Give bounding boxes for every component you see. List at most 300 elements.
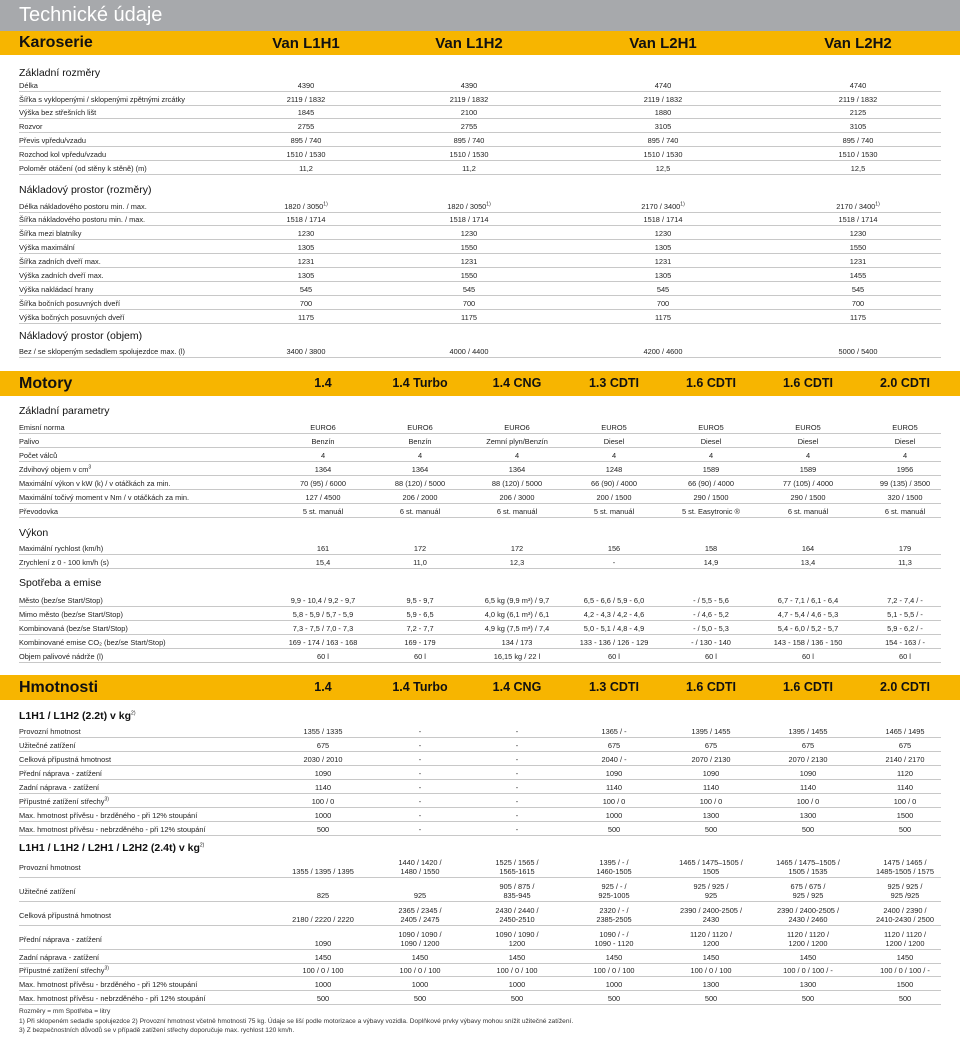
table-row [19, 752, 941, 766]
row-label [19, 966, 109, 975]
cell-value: 4 [805, 451, 811, 460]
table-cell [273, 867, 373, 876]
cell-value: 1090 [799, 769, 817, 778]
table-cell [370, 858, 470, 876]
table-cell [778, 347, 938, 356]
cell-value: 5,9 - 6,2 / - [887, 624, 923, 633]
table-cell [855, 755, 955, 764]
row-label [19, 769, 102, 778]
row-label-text: Kombinované emise CO₂ (bez/se Start/Stop) [19, 638, 166, 647]
cell-value: 9,9 - 10,4 / 9,2 - 9,7 [290, 596, 356, 605]
cell-value: 1510 / 1530 [449, 150, 489, 159]
table-row [19, 434, 941, 448]
table-cell [373, 423, 467, 432]
table-cell [564, 858, 664, 876]
cell-value: 100 / 0 / 100 / - [783, 966, 833, 975]
table-cell [858, 638, 952, 647]
cell-value: 700 [656, 299, 670, 308]
cell-value: 2320 / - / 2385-2505 [596, 906, 632, 924]
cell-value: 13,4 [800, 558, 816, 567]
table-cell [855, 966, 955, 975]
table-cell [470, 544, 564, 553]
cell-value: - [515, 797, 519, 806]
row-label [19, 783, 99, 792]
cell-value: 156 [607, 544, 621, 553]
table-cell [226, 122, 386, 131]
cell-value: 2119 / 1832 [643, 95, 683, 104]
cell-value: 7,2 - 7,7 [406, 624, 434, 633]
table-cell [583, 136, 743, 145]
row-label [19, 755, 111, 764]
cell-value: 895 / 740 [453, 136, 485, 145]
table-cell [855, 741, 955, 750]
cell-value: Zemní plyn/Benzín [486, 437, 548, 446]
row-label [19, 271, 104, 280]
row-label [19, 507, 58, 516]
karoserie-group-title [19, 184, 151, 196]
table-cell [778, 202, 938, 211]
table-cell [564, 953, 664, 962]
table-cell [373, 507, 467, 516]
table-row [19, 78, 941, 92]
row-label-text: Délka nákladového postoru min. / max. [19, 202, 147, 211]
hmotnosti-group-title-text: L1H1 / L1H2 / L2H1 / L2H2 (2.4t) v kg [19, 842, 200, 854]
table-cell [567, 423, 661, 432]
table-cell [273, 755, 373, 764]
row-label-text: Provozní hmotnost [19, 727, 81, 736]
row-label [19, 493, 189, 502]
cell-value: 1440 / 1420 / 1480 / 1550 [398, 858, 442, 876]
table-cell [858, 624, 952, 633]
table-cell [567, 558, 661, 567]
hmotnosti-group-title [19, 842, 204, 854]
cell-value: 825 [316, 891, 330, 900]
cell-value: 1820 / 3050 [447, 202, 487, 211]
cell-value: 1500 [896, 980, 914, 989]
row-label [19, 727, 81, 736]
motory-group-title-text: Výkon [19, 527, 49, 539]
cell-value: 1000 [411, 980, 429, 989]
row-label-text: Šířka nákladového postoru min. / max. [19, 215, 146, 224]
table-cell [858, 479, 952, 488]
footnote-ref: 1) [486, 201, 491, 208]
table-cell [467, 825, 567, 834]
hmotnosti-section-title: Hmotnosti [19, 679, 99, 696]
row-label-text: Šířka mezi blatníky [19, 229, 82, 238]
row-label [19, 81, 38, 90]
table-cell [389, 229, 549, 238]
cell-value: 500 [898, 994, 912, 1003]
cell-value: 700 [462, 299, 476, 308]
table-cell [661, 769, 761, 778]
cell-value: - / 5,0 - 5,3 [693, 624, 729, 633]
cell-value: 133 - 136 / 126 - 129 [579, 638, 649, 647]
row-label-text: Zadní náprava - zatížení [19, 953, 100, 962]
table-row [19, 344, 941, 358]
table-cell [583, 299, 743, 308]
cell-value: 100 / 0 [796, 797, 820, 806]
table-cell [758, 797, 858, 806]
cell-value: 2755 [297, 122, 315, 131]
cell-value: 88 (120) / 5000 [394, 479, 446, 488]
cell-value: 500 [704, 994, 718, 1003]
table-cell [276, 558, 370, 567]
cell-value: 1550 [460, 243, 478, 252]
table-row [19, 766, 941, 780]
table-cell [858, 652, 952, 661]
table-cell [370, 783, 470, 792]
row-label [19, 544, 103, 553]
table-cell [370, 994, 470, 1003]
table-cell [373, 652, 467, 661]
cell-value: 5,9 - 6,5 [406, 610, 434, 619]
cell-value: 3105 [654, 122, 672, 131]
table-cell [778, 285, 938, 294]
table-cell [273, 953, 373, 962]
table-row [19, 555, 941, 569]
cell-value: 1450 [314, 953, 332, 962]
row-label-text: Emisní norma [19, 423, 65, 432]
cell-value: 5 st. manuál [593, 507, 635, 516]
cell-value: 1510 / 1530 [643, 150, 683, 159]
table-cell [564, 980, 664, 989]
table-cell [389, 243, 549, 252]
row-label-text: Přední náprava - zatížení [19, 935, 102, 944]
cell-value: 172 [413, 544, 427, 553]
cell-value: 60 l [608, 652, 620, 661]
cell-value: 1450 [896, 953, 914, 962]
cell-value: 1090 / 1090 / 1090 / 1200 [398, 930, 442, 948]
cell-value: 1956 [896, 465, 914, 474]
hmotnosti-column-header: 1.6 CDTI [685, 680, 736, 695]
row-label [19, 624, 128, 633]
cell-value: EURO6 [407, 423, 433, 432]
table-cell [855, 797, 955, 806]
cell-value: 1000 [314, 980, 332, 989]
cell-value: 66 (90) / 4000 [687, 479, 735, 488]
hmotnosti-column-header: 1.3 CDTI [588, 680, 639, 695]
table-cell [855, 906, 955, 924]
table-cell [758, 825, 858, 834]
table-cell [273, 825, 373, 834]
karoserie-group-title-text: Nákladový prostor (rozměry) [19, 184, 152, 196]
row-label-text: Užitečné zatížení [19, 887, 76, 896]
table-cell [226, 299, 386, 308]
cell-value: 1090 [605, 769, 623, 778]
cell-value: 206 / 3000 [499, 493, 535, 502]
footnote-ref: 3 [88, 464, 92, 471]
table-row [19, 462, 941, 476]
cell-value: 143 - 158 / 136 - 150 [773, 638, 843, 647]
table-cell [467, 906, 567, 924]
table-cell [276, 451, 370, 460]
cell-value: Benzín [408, 437, 432, 446]
cell-value: 4000 / 4400 [449, 347, 489, 356]
table-cell [467, 727, 567, 736]
cell-value: 1140 [315, 783, 331, 792]
row-label-text: Kombinovaná (bez/se Start/Stop) [19, 624, 128, 633]
cell-value: 1300 [702, 811, 720, 820]
cell-value: 1248 [605, 465, 623, 474]
cell-value: 2180 / 2220 / 2220 [292, 915, 354, 924]
table-cell [273, 797, 373, 806]
row-label [19, 136, 86, 145]
row-label-text: Výška nakládací hrany [19, 285, 94, 294]
cell-value: 675 [607, 741, 621, 750]
cell-value: 60 l [899, 652, 911, 661]
cell-value: 1000 [605, 811, 623, 820]
row-label [19, 215, 145, 224]
row-label [19, 652, 103, 661]
cell-value: 2070 / 2130 [788, 755, 828, 764]
table-cell [858, 558, 952, 567]
cell-value: 1120 / 1120 / 1200 / 1200 [883, 930, 927, 948]
row-label [19, 313, 125, 322]
table-cell [583, 347, 743, 356]
table-cell [855, 994, 955, 1003]
cell-value: 1175 [850, 313, 866, 322]
table-cell [389, 257, 549, 266]
cell-value: 1305 [654, 271, 672, 280]
cell-value: 1120 / 1120 / 1200 [689, 930, 733, 948]
cell-value: 1305 [654, 243, 672, 252]
table-cell [664, 479, 758, 488]
cell-value: Diesel [700, 437, 722, 446]
table-cell [370, 741, 470, 750]
table-row [19, 855, 941, 878]
cell-value: 1230 [849, 229, 867, 238]
table-cell [470, 507, 564, 516]
cell-value: 500 [316, 825, 330, 834]
row-label-text: Maximální rychlost (km/h) [19, 544, 104, 553]
cell-value: - [418, 825, 422, 834]
table-cell [467, 858, 567, 876]
karoserie-column-header: Van L2H2 [824, 34, 892, 52]
cell-value: 500 [801, 825, 815, 834]
table-cell [389, 347, 549, 356]
cell-value: 6,7 - 7,1 / 6,1 - 6,4 [777, 596, 839, 605]
table-cell [758, 930, 858, 948]
cell-value: 1120 [897, 769, 913, 778]
table-cell [226, 271, 386, 280]
cell-value: 700 [299, 299, 313, 308]
hmotnosti-column-header: 1.6 CDTI [782, 680, 833, 695]
table-cell [761, 638, 855, 647]
table-row [19, 607, 941, 621]
table-cell [276, 652, 370, 661]
table-cell [470, 610, 564, 619]
cell-value: 5000 / 5400 [838, 347, 878, 356]
table-cell [778, 150, 938, 159]
motory-column-header: 1.4 [314, 376, 332, 391]
table-cell [273, 769, 373, 778]
table-cell [470, 493, 564, 502]
cell-value: 1589 [702, 465, 720, 474]
cell-value: 1550 [849, 243, 867, 252]
table-cell [567, 638, 661, 647]
table-cell [470, 479, 564, 488]
table-cell [583, 150, 743, 159]
cell-value: 4 [611, 451, 617, 460]
row-label-text: Zrychlení z 0 - 100 km/h (s) [19, 558, 109, 567]
table-row [19, 268, 941, 282]
table-cell [467, 953, 567, 962]
footnote-ref: 1) [680, 201, 685, 208]
cell-value: 60 l [705, 652, 717, 661]
row-label-text: Počet válců [19, 451, 58, 460]
cell-value: 1589 [799, 465, 817, 474]
cell-value: 545 [299, 285, 313, 294]
table-cell [664, 596, 758, 605]
table-cell [389, 285, 549, 294]
cell-value: 925 / 925 / 925 /925 [887, 882, 923, 900]
cell-value: 164 [801, 544, 815, 553]
cell-value: 925 / - / 925-1005 [598, 882, 630, 900]
table-cell [226, 108, 386, 117]
cell-value: - [418, 741, 422, 750]
table-cell [758, 994, 858, 1003]
row-label [19, 863, 81, 872]
table-cell [470, 465, 564, 474]
row-label-text: Max. hmotnost přívěsu - nebrzděného - při 12% stoupání [19, 825, 206, 834]
table-cell [389, 136, 549, 145]
table-cell [758, 953, 858, 962]
table-cell [389, 202, 549, 211]
row-label [19, 797, 109, 806]
cell-value: 290 / 1500 [790, 493, 826, 502]
table-cell [564, 755, 664, 764]
table-cell [389, 81, 549, 90]
cell-value: 2070 / 2130 [691, 755, 731, 764]
cell-value: 500 [704, 825, 718, 834]
cell-value: 675 [704, 741, 718, 750]
table-cell [564, 966, 664, 975]
row-label [19, 423, 65, 432]
table-cell [583, 285, 743, 294]
cell-value: 2365 / 2345 / 2405 / 2475 [398, 906, 442, 924]
table-cell [664, 423, 758, 432]
cell-value: 1450 [508, 953, 526, 962]
karoserie-group-title [19, 330, 142, 342]
footnote-1-2: 1) Při sklopeném sedadle spolujezdce 2) Provozní hmotnost včetně hmotnosti 75 kg. Údaje se liší podle motorizace a výbavy vozidla. Doplňkové prvky výbavy mohou snížit užitečné zatížení. [19, 1018, 574, 1025]
table-cell [564, 797, 664, 806]
row-label [19, 243, 75, 252]
cell-value: 1140 [703, 783, 719, 792]
cell-value: - [418, 755, 422, 764]
table-cell [370, 769, 470, 778]
table-cell [470, 423, 564, 432]
hmotnosti-column-header: 1.4 [314, 680, 332, 695]
table-cell [467, 755, 567, 764]
cell-value: 1230 [654, 229, 672, 238]
table-cell [583, 164, 743, 173]
table-cell [761, 493, 855, 502]
cell-value: - [418, 769, 422, 778]
table-cell [226, 164, 386, 173]
motory-group-title [19, 405, 109, 417]
row-label-text: Přípustné zatížení střechy [19, 797, 105, 806]
cell-value: 1465 / 1475–1505 / 1505 / 1535 [776, 858, 840, 876]
table-cell [583, 215, 743, 224]
table-cell [467, 882, 567, 900]
table-row [19, 822, 941, 836]
cell-value: 1175 [655, 313, 671, 322]
table-cell [564, 930, 664, 948]
table-cell [276, 465, 370, 474]
cell-value: 1395 / - / 1460-1505 [596, 858, 632, 876]
row-label [19, 953, 99, 962]
cell-value: 3400 / 3800 [286, 347, 326, 356]
table-row [19, 476, 941, 490]
cell-value: 1140 [606, 783, 622, 792]
cell-value: 1231 [460, 257, 478, 266]
table-cell [370, 966, 470, 975]
cell-value: 4 [514, 451, 520, 460]
table-cell [858, 596, 952, 605]
cell-value: 4,9 kg (7,5 m³) / 7,4 [484, 624, 550, 633]
cell-value: 6 st. manuál [787, 507, 829, 516]
cell-value: 16,15 kg / 22 l [493, 652, 541, 661]
cell-value: 1300 [702, 980, 720, 989]
row-label [19, 741, 76, 750]
row-label [19, 465, 91, 474]
cell-value: 5,8 - 5,9 / 5,7 - 5,9 [292, 610, 354, 619]
row-label [19, 164, 147, 173]
table-row [19, 147, 941, 161]
table-row [19, 724, 941, 738]
cell-value: 2755 [460, 122, 478, 131]
cell-value: 5,0 - 5,1 / 4,8 - 4,9 [583, 624, 645, 633]
table-cell [373, 479, 467, 488]
row-label [19, 610, 123, 619]
table-cell [564, 906, 664, 924]
table-cell [761, 652, 855, 661]
cell-value: 1455 [849, 271, 867, 280]
table-row [19, 794, 941, 808]
table-cell [583, 81, 743, 90]
cell-value: 206 / 2000 [402, 493, 438, 502]
cell-value: 1525 / 1565 / 1565-1615 [495, 858, 539, 876]
table-row [19, 808, 941, 822]
cell-value: - [515, 811, 519, 820]
table-cell [276, 610, 370, 619]
table-cell [276, 544, 370, 553]
table-cell [661, 980, 761, 989]
table-cell [778, 229, 938, 238]
table-cell [226, 243, 386, 252]
cell-value: 5 st. manuál [302, 507, 344, 516]
table-cell [567, 437, 661, 446]
table-cell [761, 423, 855, 432]
cell-value: 1090 [314, 939, 332, 948]
cell-value: 2119 / 1832 [838, 95, 878, 104]
table-cell [567, 624, 661, 633]
cell-value: 1300 [799, 980, 817, 989]
row-label [19, 257, 101, 266]
row-label-text: Výška bočných posuvných dveří [19, 313, 125, 322]
table-cell [855, 858, 955, 876]
table-cell [758, 966, 858, 975]
cell-value: 127 / 4500 [305, 493, 341, 502]
cell-value: 5,1 - 5,5 / - [887, 610, 923, 619]
hmotnosti-column-header: 2.0 CDTI [879, 680, 930, 695]
table-cell [858, 507, 952, 516]
table-cell [564, 783, 664, 792]
cell-value: 1305 [297, 271, 315, 280]
table-cell [855, 825, 955, 834]
cell-value: - [515, 769, 519, 778]
table-cell [761, 544, 855, 553]
